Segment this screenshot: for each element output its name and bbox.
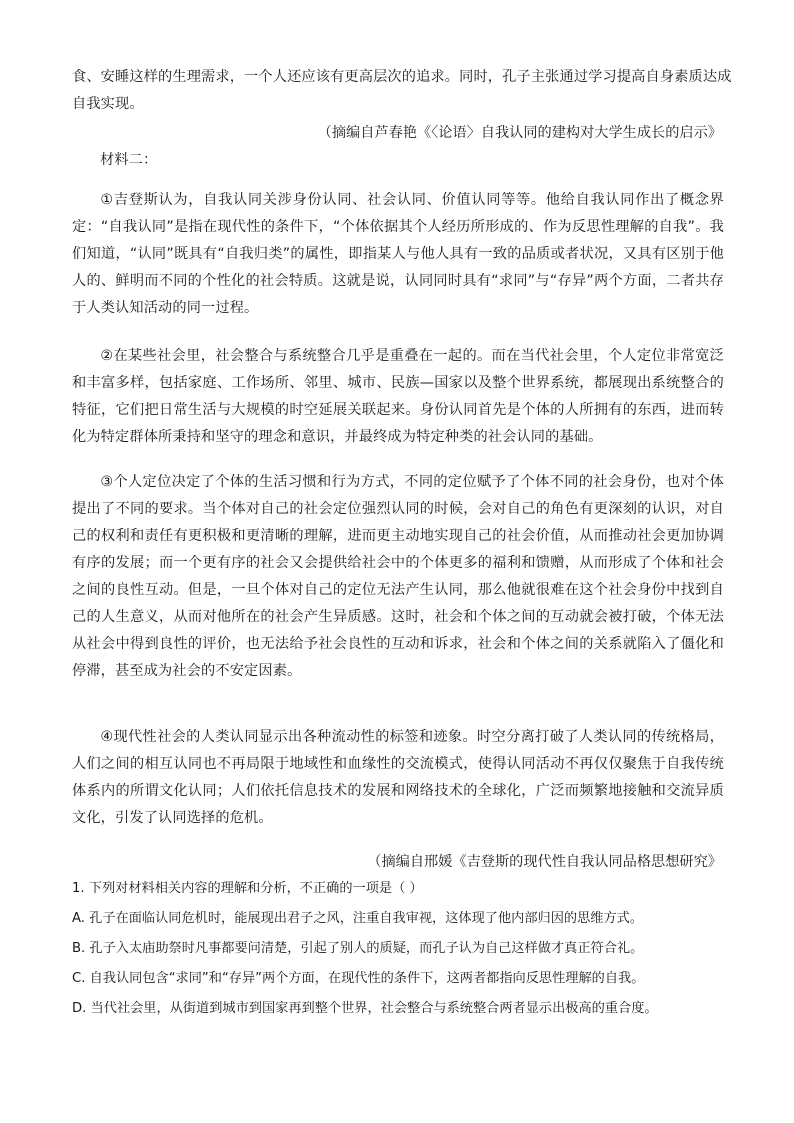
paragraph-1: ①吉登斯认为，自我认同关涉身份认同、社会认同、价值认同等等。他给自我认同作出了概念界定：“自我认同”是指在现代性的条件下，“个体依据其个人经历所形成的、作为反思性理解的自我”。我们知道，“认同”既具有“自我归类”的属性，即指某人与他人具有一致的品质或者状况，又具有区别于他人的、鲜明而不同的个性化的社会特质。这就是说，认同同时具有“求同”与“存异”两个方面，二者共存于人类认知活动的同一过程。 [72,192,724,316]
option-d: D. 当代社会里，从街道到城市到国家再到整个世界，社会整合与系统整合两者显示出极高的重合度。 [72,1001,658,1016]
question-stem: 1. 下列对材料相关内容的理解和分析，不正确的一项是（ ） [72,881,423,896]
source-citation-1: （摘编自芦春艳《〈论语〉自我认同的建构对大学生成长的启示》 [317,125,722,141]
paragraph-4: ④现代性社会的人类认同显示出各种流动性的标签和迹象。时空分离打破了人类认同的传统格局，人们之间的相互认同也不再局限于地域性和血缘性的交流模式，使得认同活动不再仅仅聚焦于自我传统体系内的所谓文化认同；人们依托信息技术的发展和网络技术的全球化，广泛而频繁地接触和交流异质文化，引发了认同选择的危机。 [72,729,724,826]
intro-line-2: 自我实现。 [72,96,144,112]
intro-line-1: 食、安睡这样的生理需求，一个人还应该有更高层次的追求。同时，孔子主张通过学习提高自身素质达成 [72,69,732,85]
paragraph-3: ③个人定位决定了个体的生活习惯和行为方式，不同的定位赋予了个体不同的社会身份，也对个体提出了不同的要求。当个体对自己的社会定位强烈认同的时候，会对自己的角色有更深刻的认识，对自己的权利和责任有更积极和更清晰的理解，进而更主动地实现自己的社会价值，从而推动社会更加协调有序的发展；而一个更有序的社会又会提供给社会中的个体更多的福利和馈赠，从而形成了个体和社会之间的良性互动。但是，一旦个体对自己的定位无法产生认同，那么他就很难在这个社会身份中找到自己的人生意义，从而对他所在的社会产生异质感。这时，社会和个体之间的互动就会被打破，个体无法从社会中得到良性的评价，也无法给予社会良性的互动和诉求，社会和个体之间的关系就陷入了僵化和停滞，甚至成为社会的不安定因素。 [72,474,724,679]
option-a: A. 孔子在面临认同危机时，能展现出君子之风，注重自我审视，这体现了他内部归因的思维方式。 [72,911,644,926]
option-c: C. 自我认同包含“求同”和“存异”两个方面，在现代性的条件下，这两者都指向反思性理解的自我。 [72,971,645,986]
material-heading: 材料二： [100,152,158,168]
source-citation-2: （摘编自邢媛《吉登斯的现代性自我认同品格思想研究》 [367,854,722,870]
option-b: B. 孔子入太庙助祭时凡事都要问清楚，引起了别人的质疑，而孔子认为自己这样做才真正符合礼。 [72,941,644,956]
paragraph-2: ②在某些社会里，社会整合与系统整合几乎是重叠在一起的。而在当代社会里，个人定位非常宽泛和丰富多样，包括家庭、工作场所、邻里、城市、民族—国家以及整个世界系统，都展现出系统整合的特征，它们把日常生活与大规模的时空延展关联起来。身份认同首先是个体的人所拥有的东西，进而转化为特定群体所秉持和坚守的理念和意识，并最终成为特定种类的社会认同的基础。 [72,348,724,445]
